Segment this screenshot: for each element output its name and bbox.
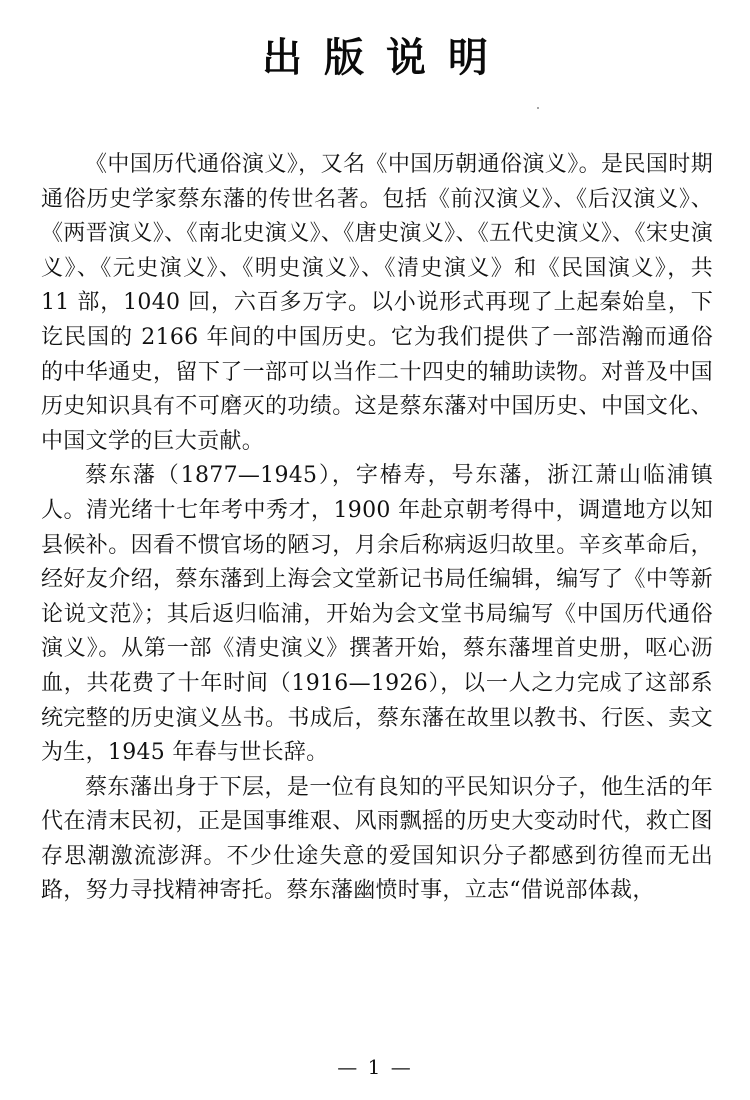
page-number: — 1 —	[337, 1055, 413, 1079]
body-text	[41, 148, 713, 909]
paragraph-1: 《中国历代通俗演义》，又名《中国历朝通俗演义》。是民国时期通俗历史学家蔡东藩的传世名著。包括《前汉演义》、《后汉演义》、《两晋演义》、《南北史演义》、《唐史演义》、《五代史演义》、《宋史演义》、《元史演义》、《明史演义》、《清史演义》和《民国演义》，共 11 部，1040 回，六百多万字。以小说形式再现了上起秦始皇，下讫民国的 2166 年间的中国历史。它为我们提供了一部浩瀚而通俗的中华通史，留下了一部可以当作二十四史的辅助读物。对普及中国历史知识具有不可磨灭的功绩。这是蔡东藩对中国历史、中国文化、中国文学的巨大贡献。	[41, 152, 713, 454]
paragraph-3: 蔡东藩出身于下层，是一位有良知的平民知识分子，他生活的年代在清末民初，正是国事维艰、风雨飘摇的历史大变动时代，救亡图存思潮激流澎湃。不少仕途失意的爱国知识分子都感到彷徨而无出路，努力寻找精神寄托。蔡东藩幽愤时事，立志“借说部体裁，	[41, 774, 713, 904]
paragraph-2: 蔡东藩（1877—1945），字椿寿，号东藩，浙江萧山临浦镇人。清光绪十七年考中秀才，1900 年赴京朝考得中，调遣地方以知县候补。因看不惯官场的陋习，月余后称病返归故里。辛亥革命后，经好友介绍，蔡东藩到上海会文堂新记书局任编辑，编写了《中等新论说文范》；其后返归临浦，开始为会文堂书局编写《中国历代通俗演义》。从第一部《清史演义》撰著开始，蔡东藩埋首史册，呕心沥血，共花费了十年时间（1916—1926），以一人之力完成了这部系统完整的历史演义丛书。书成后，蔡东藩在故里以教书、行医、卖文为生，1945 年春与世长辞。	[41, 463, 713, 766]
scan-speck	[537, 107, 539, 109]
page-title: 出版说明	[262, 34, 510, 81]
